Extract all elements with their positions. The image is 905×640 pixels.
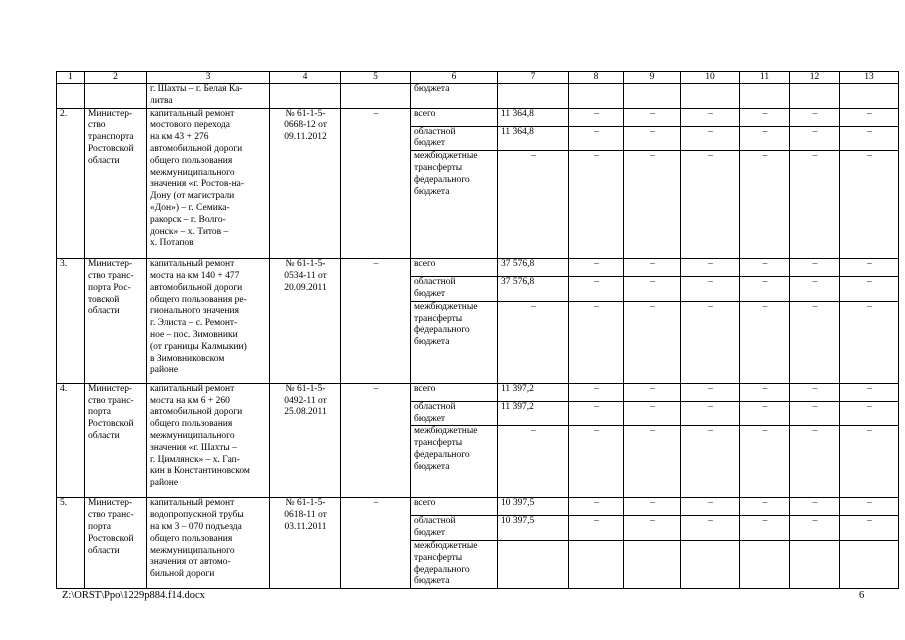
year-cell: –: [624, 516, 681, 541]
year-cell: [624, 540, 681, 588]
year-cell: –: [681, 301, 740, 383]
column-header-6: 6: [411, 72, 498, 84]
year-cell: –: [790, 259, 840, 277]
funding-source: областной бюджет: [411, 401, 498, 426]
year-cell: –: [790, 108, 840, 126]
year-cell: –: [840, 301, 899, 383]
year-cell: –: [681, 426, 740, 498]
empty-cell: [569, 84, 624, 109]
table-row: [57, 498, 899, 516]
funding-source: всего: [411, 498, 498, 516]
funding-source: межбюджетные трансферты федерального бюджета: [411, 540, 498, 588]
empty-cell: [624, 84, 681, 109]
amount-cell: 11 364,8: [498, 126, 569, 151]
year-cell: –: [569, 498, 624, 516]
year-cell: –: [740, 498, 790, 516]
funding-source: всего: [411, 383, 498, 401]
funding-source: межбюджетные трансферты федерального бюджета: [411, 301, 498, 383]
year-cell: –: [624, 259, 681, 277]
year-cell: –: [740, 426, 790, 498]
year-cell: –: [840, 108, 899, 126]
budget-table: [56, 71, 899, 589]
empty-cell: [790, 84, 840, 109]
table-row: [57, 383, 899, 401]
year-cell: –: [569, 108, 624, 126]
amount-cell: 11 397,2: [498, 383, 569, 401]
amount-cell: –: [498, 151, 569, 259]
year-cell: –: [681, 259, 740, 277]
col5-cell: –: [341, 108, 411, 259]
year-cell: –: [624, 401, 681, 426]
year-cell: –: [681, 126, 740, 151]
funding-source: межбюджетные трансферты федерального бюджета: [411, 426, 498, 498]
amount-cell: [498, 540, 569, 588]
year-cell: –: [681, 151, 740, 259]
row-number: 3.: [57, 259, 85, 384]
year-cell: –: [569, 259, 624, 277]
year-cell: –: [569, 277, 624, 302]
object-cell: капитальный ремонт мостового перехода на км 43 + 276 автомобильной дороги общего пользования межмуниципального значения «г. Ростов-на- Дону (от магистрали «Дон») – г. Семика- ракорск – г. Волго- донск» – х. Титов – х. Потапов: [147, 108, 270, 259]
year-cell: –: [790, 301, 840, 383]
column-header-13: 13: [840, 72, 899, 84]
funding-source: областной бюджет: [411, 277, 498, 302]
empty-cell: [498, 84, 569, 109]
column-header-10: 10: [681, 72, 740, 84]
num-cell: [57, 84, 85, 109]
amount-cell: 37 576,8: [498, 277, 569, 302]
org-cell: [85, 84, 147, 109]
year-cell: –: [681, 516, 740, 541]
column-header-7: 7: [498, 72, 569, 84]
year-cell: –: [569, 383, 624, 401]
empty-cell: [840, 84, 899, 109]
year-cell: –: [569, 426, 624, 498]
year-cell: –: [624, 108, 681, 126]
column-header-8: 8: [569, 72, 624, 84]
column-header-12: 12: [790, 72, 840, 84]
amount-cell: –: [498, 426, 569, 498]
year-cell: –: [624, 277, 681, 302]
year-cell: –: [740, 108, 790, 126]
contract-cell: № 61-1-5- 0618-11 от 03.11.2011: [270, 498, 341, 589]
column-header-5: 5: [341, 72, 411, 84]
year-cell: –: [681, 383, 740, 401]
row-number: 2.: [57, 108, 85, 259]
amount-cell: –: [498, 301, 569, 383]
funding-source: областной бюджет: [411, 126, 498, 151]
empty-cell: [681, 84, 740, 109]
organization-cell: Министер- ство транс- порта Ростовской области: [85, 498, 147, 589]
column-header-11: 11: [740, 72, 790, 84]
year-cell: –: [624, 301, 681, 383]
amount-cell: 11 364,8: [498, 108, 569, 126]
year-cell: –: [740, 516, 790, 541]
col5-cell: –: [341, 259, 411, 384]
year-cell: –: [681, 401, 740, 426]
contract-cell: [270, 84, 341, 109]
source-cell: бюджета: [411, 84, 498, 109]
amount-cell: 37 576,8: [498, 259, 569, 277]
funding-source: всего: [411, 108, 498, 126]
col5-cell: –: [341, 498, 411, 589]
funding-source: областной бюджет: [411, 516, 498, 541]
table-row: [57, 108, 899, 126]
page-number: 6: [859, 590, 865, 601]
year-cell: –: [740, 301, 790, 383]
year-cell: –: [840, 426, 899, 498]
column-header-1: 1: [57, 72, 85, 84]
year-cell: –: [790, 516, 840, 541]
year-cell: –: [569, 151, 624, 259]
year-cell: [790, 540, 840, 588]
year-cell: –: [740, 277, 790, 302]
year-cell: –: [840, 277, 899, 302]
year-cell: [681, 540, 740, 588]
column-header-4: 4: [270, 72, 341, 84]
contract-cell: № 61-1-5- 0492-11 от 25.08.2011: [270, 383, 341, 498]
year-cell: –: [569, 516, 624, 541]
column-header-9: 9: [624, 72, 681, 84]
funding-source: межбюджетные трансферты федерального бюджета: [411, 151, 498, 259]
col5-cell: –: [341, 383, 411, 498]
row-number: 4.: [57, 383, 85, 498]
empty-cell: [740, 84, 790, 109]
year-cell: [840, 540, 899, 588]
year-cell: –: [569, 126, 624, 151]
table-row: [57, 259, 899, 277]
object-cell: капитальный ремонт моста на км 140 + 477 автомобильной дороги общего пользования ре- гионального значения г. Элиста – с. Ремонт- ное – пос. Зимовники (от границы Калмыкии) в Зимовниковском районе: [147, 259, 270, 384]
year-cell: –: [790, 426, 840, 498]
year-cell: [740, 540, 790, 588]
row-number: 5.: [57, 498, 85, 589]
contract-cell: № 61-1-5- 0534-11 от 20.09.2011: [270, 259, 341, 384]
file-path: Z:\ORST\Ppo\1229p884.f14.docx: [62, 590, 205, 601]
year-cell: –: [790, 498, 840, 516]
year-cell: –: [624, 426, 681, 498]
year-cell: –: [840, 151, 899, 259]
column-header-2: 2: [85, 72, 147, 84]
year-cell: –: [740, 259, 790, 277]
organization-cell: Министер- ство транспорта Ростовской области: [85, 108, 147, 259]
year-cell: –: [790, 151, 840, 259]
amount-cell: 10 397,5: [498, 516, 569, 541]
col5-cell: [341, 84, 411, 109]
year-cell: –: [681, 277, 740, 302]
year-cell: –: [740, 126, 790, 151]
year-cell: –: [681, 498, 740, 516]
year-cell: –: [840, 126, 899, 151]
year-cell: –: [840, 516, 899, 541]
amount-cell: 11 397,2: [498, 401, 569, 426]
year-cell: –: [624, 383, 681, 401]
year-cell: –: [569, 301, 624, 383]
header-row: [57, 72, 899, 84]
year-cell: –: [790, 383, 840, 401]
year-cell: –: [740, 151, 790, 259]
year-cell: –: [790, 126, 840, 151]
amount-cell: 10 397,5: [498, 498, 569, 516]
year-cell: –: [840, 401, 899, 426]
funding-source: всего: [411, 259, 498, 277]
organization-cell: Министер- ство транс- порта Ростовской области: [85, 383, 147, 498]
year-cell: –: [624, 498, 681, 516]
continuation-row: [57, 84, 899, 109]
year-cell: –: [740, 401, 790, 426]
object-cell: г. Шахты – г. Белая Ка- литва: [147, 84, 270, 109]
object-cell: капитальный ремонт моста на км 6 + 260 автомобильной дороги общего пользования межмуниципального значения «г. Шахты – г. Цимлянск» – х. Гап- кин в Константиновском районе: [147, 383, 270, 498]
year-cell: –: [624, 126, 681, 151]
year-cell: [569, 540, 624, 588]
contract-cell: № 61-1-5- 0668-12 от 09.11.2012: [270, 108, 341, 259]
column-header-3: 3: [147, 72, 270, 84]
year-cell: –: [624, 151, 681, 259]
year-cell: –: [840, 498, 899, 516]
year-cell: –: [790, 401, 840, 426]
year-cell: –: [790, 277, 840, 302]
year-cell: –: [569, 401, 624, 426]
year-cell: –: [740, 383, 790, 401]
organization-cell: Министер- ство транс- порта Рос- товской области: [85, 259, 147, 384]
year-cell: –: [681, 108, 740, 126]
object-cell: капитальный ремонт водопропускной трубы на км 3 – 070 подъезда общего пользования межмуниципального значения от автомо- бильной дороги: [147, 498, 270, 589]
year-cell: –: [840, 383, 899, 401]
year-cell: –: [840, 259, 899, 277]
